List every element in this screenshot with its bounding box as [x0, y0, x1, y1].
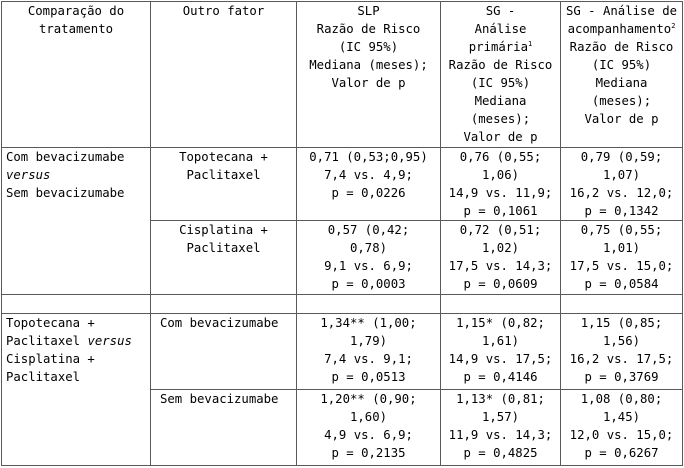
- separator-row: [2, 294, 683, 313]
- slp-cell: 0,71 (0,53;0,95) 7,4 vs. 4,9; p = 0,0226: [297, 148, 441, 221]
- empty-cell: [297, 294, 441, 313]
- empty-cell: [151, 294, 297, 313]
- factor-cell: Cisplatina + Paclitaxel: [151, 221, 297, 294]
- header-other-factor: Outro fator: [151, 2, 297, 148]
- slp-cell: 1,20** (0,90; 1,60) 4,9 vs. 6,9; p = 0,2135: [297, 389, 441, 465]
- sg-followup-cell: 0,75 (0,55; 1,01) 17,5 vs. 15,0; p = 0,0584: [561, 221, 683, 294]
- sg-followup-cell: 1,15 (0,85; 1,56) 16,2 vs. 17,5; p = 0,3769: [561, 313, 683, 389]
- header-slp: SLP Razão de Risco (IC 95%) Mediana (meses); Valor de p: [297, 2, 441, 148]
- survival-results-table: [1, 1, 683, 466]
- header-sg-followup-analysis: SG - Análise de acompanhamento$^2$ Razão de Risco (IC 95%) Mediana (meses); Valor de p: [561, 2, 683, 148]
- slp-cell: 0,57 (0,42; 0,78) 9,1 vs. 6,9; p = 0,0003: [297, 221, 441, 294]
- footnote-marker: 1: [528, 40, 533, 48]
- comparison-cell: Com bevacizumabe versus Sem bevacizumabe: [2, 148, 151, 294]
- empty-cell: [2, 294, 151, 313]
- empty-cell: [561, 294, 683, 313]
- factor-cell: Topotecana + Paclitaxel: [151, 148, 297, 221]
- header-row: [2, 2, 683, 148]
- sg-primary-cell: 0,72 (0,51; 1,02) 17,5 vs. 14,3; p = 0,0609: [441, 221, 561, 294]
- table-row: [2, 313, 683, 389]
- factor-cell: Sem bevacizumabe: [151, 389, 297, 465]
- header-treatment-comparison: Comparação do tratamento: [2, 2, 151, 148]
- sg-primary-cell: 1,15* (0,82; 1,61) 14,9 vs. 17,5; p = 0,4146: [441, 313, 561, 389]
- sg-primary-cell: 0,76 (0,55; 1,06) 14,9 vs. 11,9; p = 0,1061: [441, 148, 561, 221]
- sg-followup-cell: 1,08 (0,80; 1,45) 12,0 vs. 15,0; p = 0,6267: [561, 389, 683, 465]
- footnote-marker: 2: [671, 22, 676, 30]
- sg-primary-cell: 1,13* (0,81; 1,57) 11,9 vs. 14,3; p = 0,4825: [441, 389, 561, 465]
- sg-followup-cell: 0,79 (0,59; 1,07) 16,2 vs. 12,0; p = 0,1342: [561, 148, 683, 221]
- comparison-cell: Topotecana + Paclitaxel versus Cisplatina + Paclitaxel: [2, 313, 151, 465]
- table-row: [2, 148, 683, 221]
- empty-cell: [441, 294, 561, 313]
- header-sg-primary-analysis: SG - Análise primária$^1$ Razão de Risco (IC 95%) Mediana (meses); Valor de p: [441, 2, 561, 148]
- slp-cell: 1,34** (1,00; 1,79) 7,4 vs. 9,1; p = 0,0513: [297, 313, 441, 389]
- factor-cell: Com bevacizumabe: [151, 313, 297, 389]
